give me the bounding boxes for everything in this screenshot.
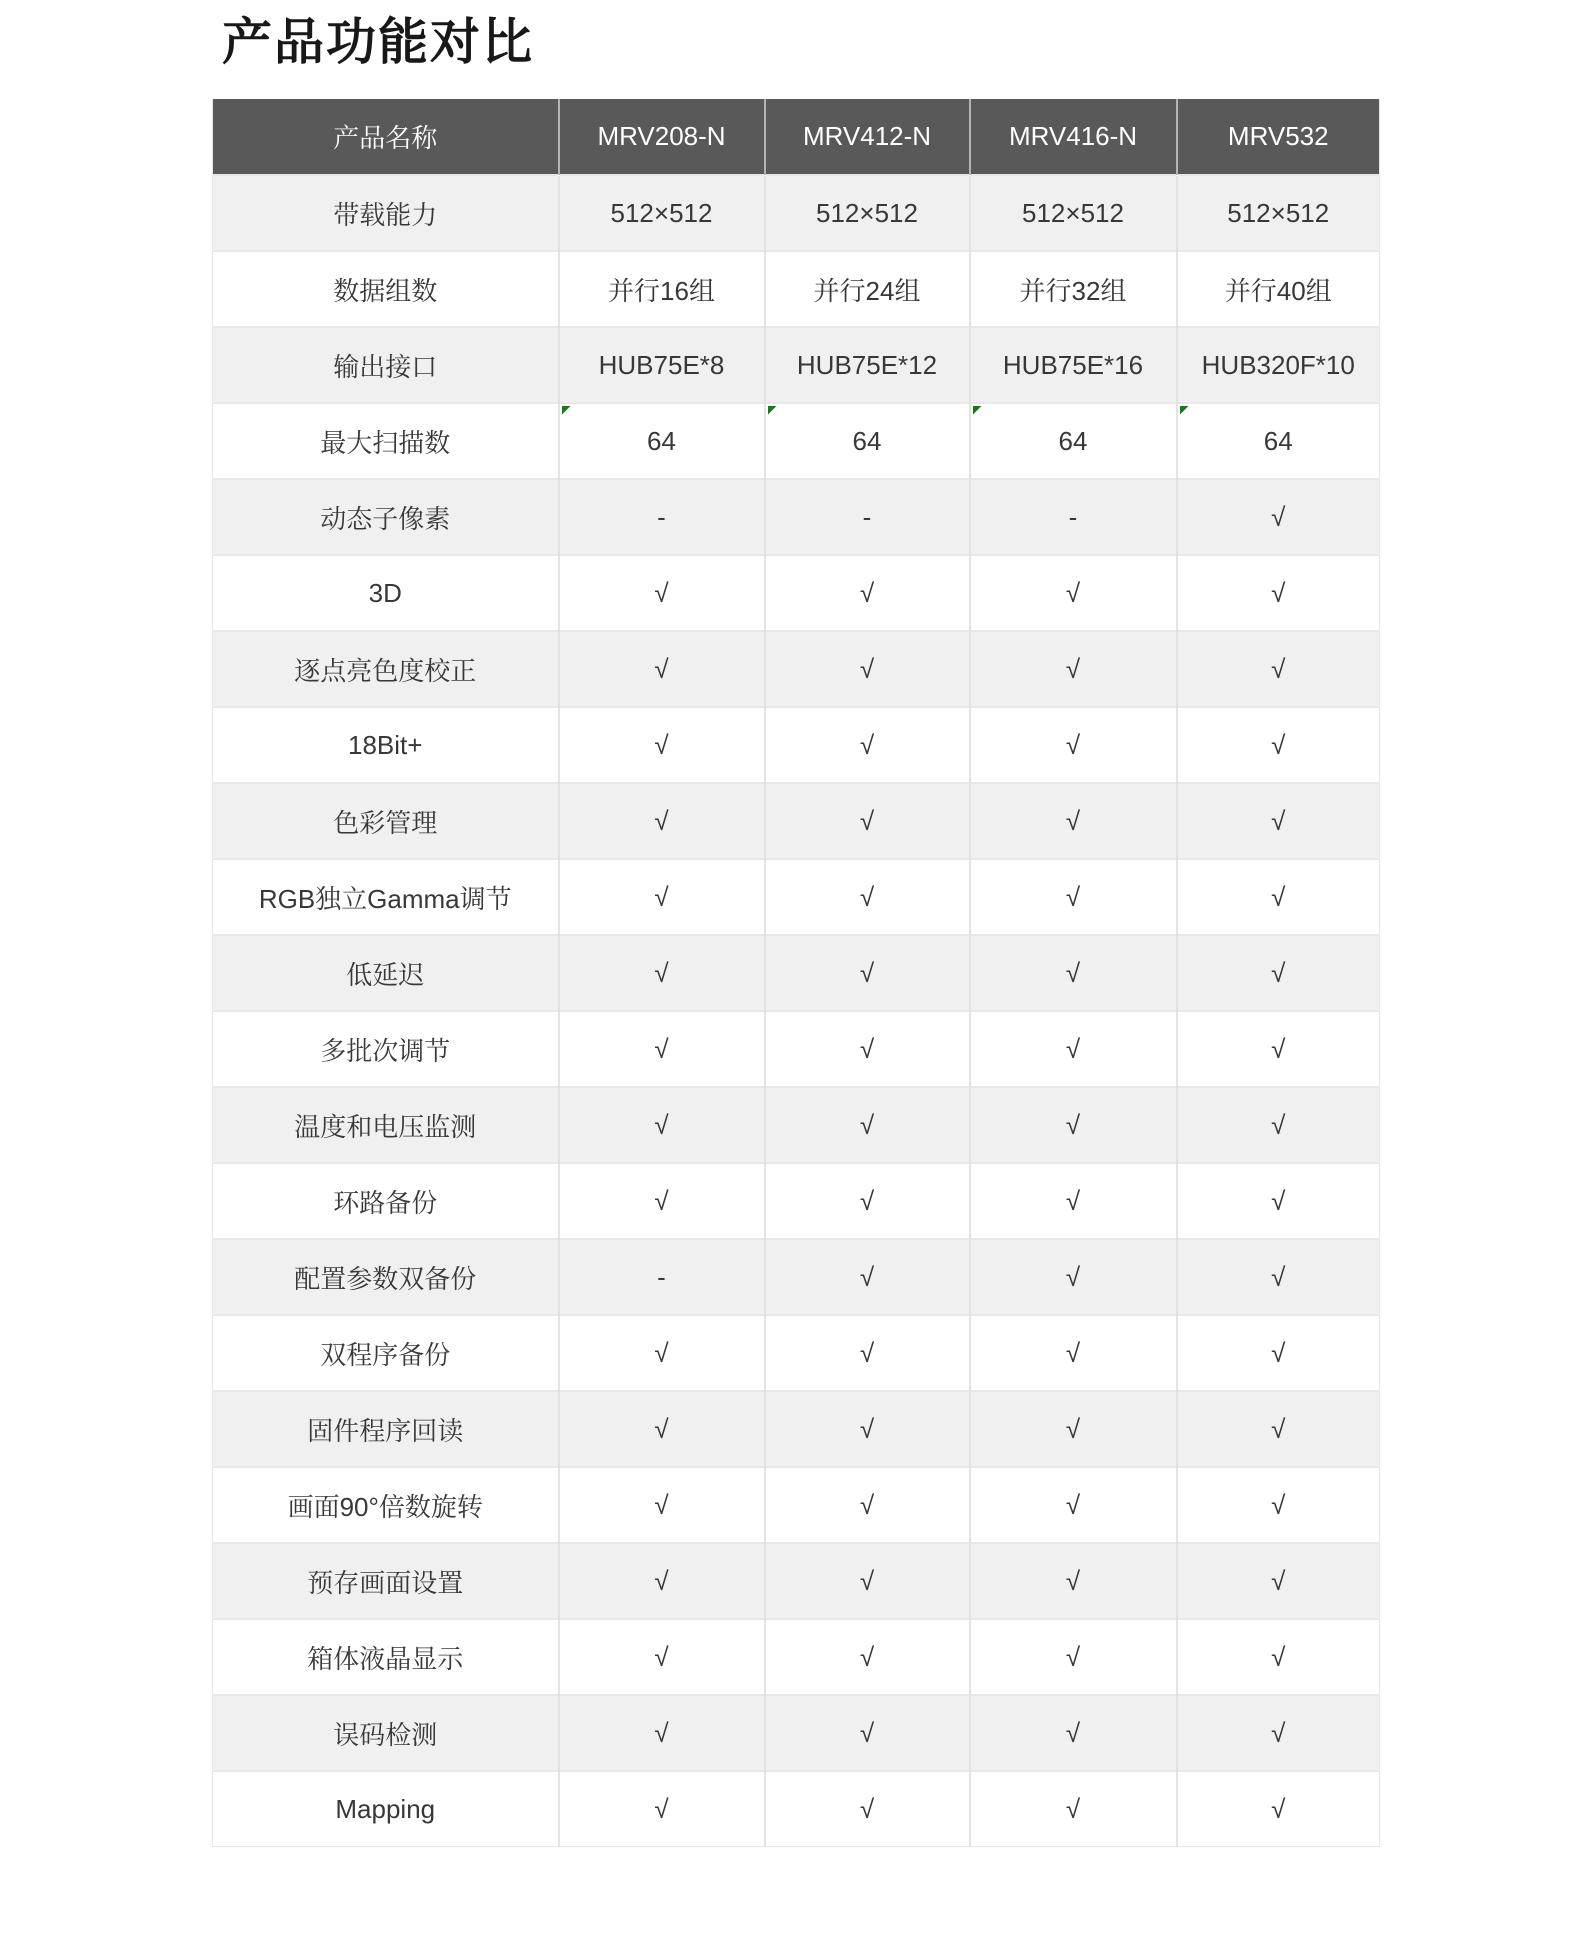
- cell-value: HUB75E*8: [559, 327, 765, 403]
- row-label: 画面90°倍数旋转: [213, 1467, 559, 1543]
- table-row: [213, 1771, 1380, 1847]
- cell-value: 并行32组: [970, 251, 1177, 327]
- cell-value: √: [559, 1467, 765, 1543]
- row-label: 带载能力: [213, 175, 559, 251]
- cell-value: √: [765, 1467, 970, 1543]
- cell-value: √: [765, 1771, 970, 1847]
- column-header-mrv208n: MRV208-N: [559, 99, 765, 175]
- row-label: 最大扫描数: [213, 403, 559, 479]
- cell-value: √: [559, 1695, 765, 1771]
- table-row: [213, 1315, 1380, 1391]
- table-row: [213, 1543, 1380, 1619]
- table-row: [213, 555, 1380, 631]
- cell-value: √: [559, 1619, 765, 1695]
- page-title: 产品功能对比: [222, 14, 534, 70]
- row-label: 低延迟: [213, 935, 559, 1011]
- cell-value: √: [765, 1087, 970, 1163]
- column-header-product-name: 产品名称: [213, 99, 559, 175]
- cell-value: √: [970, 1543, 1177, 1619]
- cell-value: 并行16组: [559, 251, 765, 327]
- cell-value: √: [1177, 1315, 1380, 1391]
- cell-value: √: [970, 1315, 1177, 1391]
- row-label: 双程序备份: [213, 1315, 559, 1391]
- cell-value: √: [765, 1619, 970, 1695]
- table-container: [212, 99, 1380, 1847]
- table-row: [213, 783, 1380, 859]
- cell-value: √: [970, 1087, 1177, 1163]
- cell-value: HUB75E*12: [765, 327, 970, 403]
- cell-value: √: [970, 783, 1177, 859]
- cell-value: √: [559, 859, 765, 935]
- row-label: 箱体液晶显示: [213, 1619, 559, 1695]
- cell-value: HUB75E*16: [970, 327, 1177, 403]
- cell-value: √: [970, 631, 1177, 707]
- cell-value: √: [1177, 783, 1380, 859]
- cell-value: √: [559, 1771, 765, 1847]
- cell-value: √: [970, 859, 1177, 935]
- table-row: [213, 935, 1380, 1011]
- row-label: 逐点亮色度校正: [213, 631, 559, 707]
- table-row: [213, 707, 1380, 783]
- comment-marker-icon: [768, 406, 777, 415]
- cell-value: 64: [970, 403, 1177, 479]
- cell-value: √: [1177, 1011, 1380, 1087]
- cell-value: √: [765, 1315, 970, 1391]
- row-label: 3D: [213, 555, 559, 631]
- cell-value: √: [970, 1391, 1177, 1467]
- cell-value: √: [559, 707, 765, 783]
- table-row: [213, 1011, 1380, 1087]
- cell-value: √: [970, 1467, 1177, 1543]
- cell-value: √: [765, 783, 970, 859]
- cell-value: 64: [765, 403, 970, 479]
- cell-value: √: [970, 1695, 1177, 1771]
- cell-value: √: [559, 1163, 765, 1239]
- column-header-mrv532: MRV532: [1177, 99, 1380, 175]
- table-row: [213, 631, 1380, 707]
- cell-value: 并行40组: [1177, 251, 1380, 327]
- cell-value: -: [765, 479, 970, 555]
- cell-value: √: [559, 935, 765, 1011]
- row-label: 固件程序回读: [213, 1391, 559, 1467]
- row-label: 输出接口: [213, 327, 559, 403]
- row-label: 温度和电压监测: [213, 1087, 559, 1163]
- cell-value: √: [765, 1011, 970, 1087]
- table-row: [213, 175, 1380, 251]
- column-header-mrv412n: MRV412-N: [765, 99, 970, 175]
- cell-value: √: [1177, 555, 1380, 631]
- table-row: [213, 1087, 1380, 1163]
- cell-value: √: [1177, 1467, 1380, 1543]
- cell-value: 64: [1177, 403, 1380, 479]
- table-row: [213, 1163, 1380, 1239]
- row-label: 环路备份: [213, 1163, 559, 1239]
- cell-value: √: [1177, 1239, 1380, 1315]
- cell-value: √: [970, 1011, 1177, 1087]
- table-row: [213, 1467, 1380, 1543]
- cell-value: -: [970, 479, 1177, 555]
- cell-value: √: [765, 1163, 970, 1239]
- row-label: 动态子像素: [213, 479, 559, 555]
- cell-value: √: [559, 1087, 765, 1163]
- cell-value: √: [1177, 479, 1380, 555]
- cell-value: 64: [559, 403, 765, 479]
- table-row: [213, 327, 1380, 403]
- cell-value: √: [1177, 859, 1380, 935]
- cell-value: 并行24组: [765, 251, 970, 327]
- comment-marker-icon: [1180, 406, 1189, 415]
- comment-marker-icon: [973, 406, 982, 415]
- cell-value: √: [765, 1543, 970, 1619]
- cell-value: √: [559, 631, 765, 707]
- cell-value: √: [970, 1619, 1177, 1695]
- row-label: 数据组数: [213, 251, 559, 327]
- cell-value: √: [765, 935, 970, 1011]
- cell-value: √: [1177, 935, 1380, 1011]
- cell-value: 512×512: [1177, 175, 1380, 251]
- cell-value: √: [559, 1315, 765, 1391]
- cell-value: √: [1177, 1695, 1380, 1771]
- cell-value: √: [1177, 631, 1380, 707]
- row-label: 预存画面设置: [213, 1543, 559, 1619]
- cell-value: √: [765, 859, 970, 935]
- cell-value: √: [1177, 1619, 1380, 1695]
- table-row: [213, 1239, 1380, 1315]
- cell-value: √: [765, 1391, 970, 1467]
- product-comparison-table: [212, 99, 1380, 1847]
- cell-value: √: [559, 1011, 765, 1087]
- cell-value: √: [1177, 707, 1380, 783]
- cell-value: √: [970, 707, 1177, 783]
- cell-value: √: [970, 1239, 1177, 1315]
- cell-value: √: [559, 783, 765, 859]
- comment-marker-icon: [562, 406, 571, 415]
- table-row: [213, 1619, 1380, 1695]
- cell-value: √: [765, 1695, 970, 1771]
- row-label: 18Bit+: [213, 707, 559, 783]
- column-header-mrv416n: MRV416-N: [970, 99, 1177, 175]
- cell-value: √: [765, 1239, 970, 1315]
- cell-value: √: [559, 1543, 765, 1619]
- cell-value: √: [765, 631, 970, 707]
- row-label: 色彩管理: [213, 783, 559, 859]
- row-label: 误码检测: [213, 1695, 559, 1771]
- cell-value: √: [1177, 1163, 1380, 1239]
- row-label: 配置参数双备份: [213, 1239, 559, 1315]
- cell-value: √: [970, 555, 1177, 631]
- cell-value: √: [970, 1163, 1177, 1239]
- cell-value: √: [1177, 1771, 1380, 1847]
- cell-value: -: [559, 479, 765, 555]
- row-label: 多批次调节: [213, 1011, 559, 1087]
- cell-value: √: [559, 555, 765, 631]
- cell-value: 512×512: [970, 175, 1177, 251]
- table-row: [213, 251, 1380, 327]
- table-row: [213, 1391, 1380, 1467]
- cell-value: √: [1177, 1087, 1380, 1163]
- table-row: [213, 859, 1380, 935]
- table-row: [213, 479, 1380, 555]
- cell-value: -: [559, 1239, 765, 1315]
- table-row: [213, 403, 1380, 479]
- table-body: [213, 175, 1380, 1847]
- cell-value: √: [970, 1771, 1177, 1847]
- cell-value: √: [1177, 1391, 1380, 1467]
- table-row: [213, 1695, 1380, 1771]
- cell-value: HUB320F*10: [1177, 327, 1380, 403]
- cell-value: √: [765, 555, 970, 631]
- cell-value: √: [765, 707, 970, 783]
- cell-value: √: [1177, 1543, 1380, 1619]
- row-label: Mapping: [213, 1771, 559, 1847]
- row-label: RGB独立Gamma调节: [213, 859, 559, 935]
- header-row: [213, 99, 1380, 175]
- cell-value: 512×512: [765, 175, 970, 251]
- cell-value: √: [559, 1391, 765, 1467]
- cell-value: √: [970, 935, 1177, 1011]
- cell-value: 512×512: [559, 175, 765, 251]
